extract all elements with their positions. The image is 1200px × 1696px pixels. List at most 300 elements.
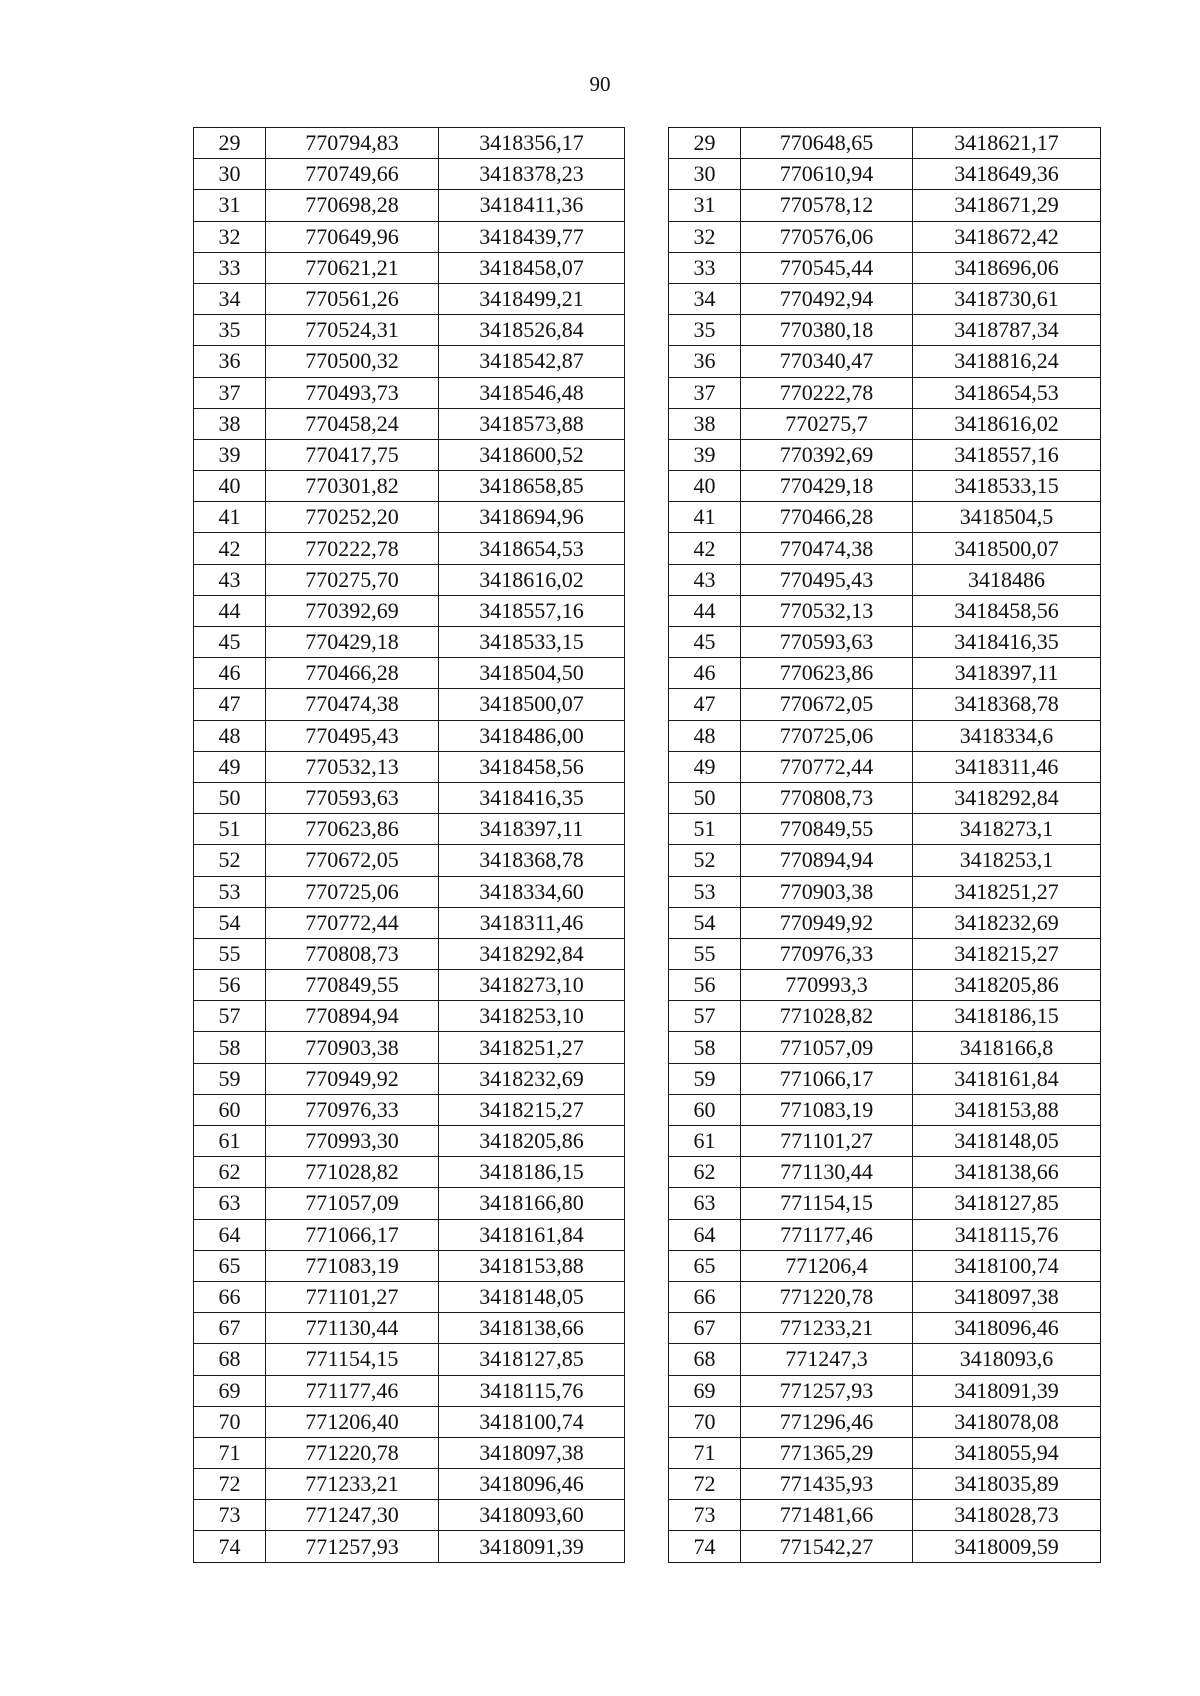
x-coordinate-cell: 770340,47 xyxy=(741,346,913,377)
point-number-cell: 72 xyxy=(194,1469,266,1500)
point-number-cell: 38 xyxy=(669,408,741,439)
x-coordinate-cell: 771154,15 xyxy=(741,1188,913,1219)
x-coordinate-cell: 770976,33 xyxy=(741,938,913,969)
table-row xyxy=(669,408,1101,439)
table-row xyxy=(669,1001,1101,1032)
table-row xyxy=(194,346,625,377)
x-coordinate-cell: 771296,46 xyxy=(741,1406,913,1437)
x-coordinate-cell: 770495,43 xyxy=(266,720,439,751)
point-number-cell: 61 xyxy=(194,1126,266,1157)
table-row xyxy=(194,1063,625,1094)
table-row xyxy=(194,1219,625,1250)
x-coordinate-cell: 770849,55 xyxy=(741,814,913,845)
point-number-cell: 31 xyxy=(194,190,266,221)
x-coordinate-cell: 770725,06 xyxy=(741,720,913,751)
x-coordinate-cell: 770576,06 xyxy=(741,221,913,252)
x-coordinate-cell: 770474,38 xyxy=(741,533,913,564)
point-number-cell: 58 xyxy=(669,1032,741,1063)
table-row xyxy=(669,502,1101,533)
point-number-cell: 32 xyxy=(194,221,266,252)
y-coordinate-cell: 3418186,15 xyxy=(913,1001,1101,1032)
x-coordinate-cell: 771435,93 xyxy=(741,1469,913,1500)
x-coordinate-cell: 771220,78 xyxy=(741,1281,913,1312)
point-number-cell: 64 xyxy=(194,1219,266,1250)
y-coordinate-cell: 3418153,88 xyxy=(439,1250,625,1281)
table-row xyxy=(194,845,625,876)
y-coordinate-cell: 3418416,35 xyxy=(439,782,625,813)
point-number-cell: 46 xyxy=(194,658,266,689)
y-coordinate-cell: 3418292,84 xyxy=(439,938,625,969)
point-number-cell: 29 xyxy=(669,128,741,159)
x-coordinate-cell: 771101,27 xyxy=(266,1281,439,1312)
point-number-cell: 43 xyxy=(194,564,266,595)
x-coordinate-cell: 770222,78 xyxy=(266,533,439,564)
point-number-cell: 69 xyxy=(669,1375,741,1406)
y-coordinate-cell: 3418093,6 xyxy=(913,1344,1101,1375)
table-row xyxy=(669,1126,1101,1157)
point-number-cell: 30 xyxy=(194,159,266,190)
point-number-cell: 55 xyxy=(669,938,741,969)
y-coordinate-cell: 3418486 xyxy=(913,564,1101,595)
y-coordinate-cell: 3418205,86 xyxy=(439,1126,625,1157)
x-coordinate-cell: 770849,55 xyxy=(266,970,439,1001)
point-number-cell: 44 xyxy=(669,595,741,626)
x-coordinate-cell: 771257,93 xyxy=(266,1531,439,1562)
x-coordinate-cell: 770698,28 xyxy=(266,190,439,221)
point-number-cell: 64 xyxy=(669,1219,741,1250)
point-number-cell: 55 xyxy=(194,938,266,969)
x-coordinate-cell: 771233,21 xyxy=(741,1313,913,1344)
table-row xyxy=(669,471,1101,502)
table-row xyxy=(669,1313,1101,1344)
table-row xyxy=(194,1531,625,1562)
y-coordinate-cell: 3418500,07 xyxy=(439,689,625,720)
point-number-cell: 58 xyxy=(194,1032,266,1063)
y-coordinate-cell: 3418368,78 xyxy=(913,689,1101,720)
table-row xyxy=(194,1032,625,1063)
table-row xyxy=(194,720,625,751)
y-coordinate-cell: 3418311,46 xyxy=(439,907,625,938)
x-coordinate-cell: 770993,3 xyxy=(741,970,913,1001)
y-coordinate-cell: 3418148,05 xyxy=(913,1126,1101,1157)
y-coordinate-cell: 3418035,89 xyxy=(913,1469,1101,1500)
table-row xyxy=(669,782,1101,813)
point-number-cell: 72 xyxy=(669,1469,741,1500)
point-number-cell: 62 xyxy=(194,1157,266,1188)
x-coordinate-cell: 771066,17 xyxy=(266,1219,439,1250)
x-coordinate-cell: 770417,75 xyxy=(266,439,439,470)
x-coordinate-cell: 771028,82 xyxy=(741,1001,913,1032)
point-number-cell: 44 xyxy=(194,595,266,626)
table-row xyxy=(669,564,1101,595)
x-coordinate-cell: 771481,66 xyxy=(741,1500,913,1531)
point-number-cell: 36 xyxy=(194,346,266,377)
point-number-cell: 73 xyxy=(669,1500,741,1531)
table-row xyxy=(669,377,1101,408)
table-row xyxy=(669,1437,1101,1468)
y-coordinate-cell: 3418504,50 xyxy=(439,658,625,689)
table-row xyxy=(194,128,625,159)
y-coordinate-cell: 3418251,27 xyxy=(439,1032,625,1063)
table-row xyxy=(669,1281,1101,1312)
y-coordinate-cell: 3418696,06 xyxy=(913,252,1101,283)
table-row xyxy=(194,751,625,782)
point-number-cell: 37 xyxy=(194,377,266,408)
point-number-cell: 70 xyxy=(194,1406,266,1437)
point-number-cell: 42 xyxy=(194,533,266,564)
point-number-cell: 54 xyxy=(194,907,266,938)
x-coordinate-cell: 771083,19 xyxy=(266,1250,439,1281)
x-coordinate-cell: 770500,32 xyxy=(266,346,439,377)
table-row xyxy=(669,1094,1101,1125)
y-coordinate-cell: 3418694,96 xyxy=(439,502,625,533)
table-row xyxy=(669,970,1101,1001)
table-row xyxy=(194,689,625,720)
point-number-cell: 69 xyxy=(194,1375,266,1406)
y-coordinate-cell: 3418161,84 xyxy=(439,1219,625,1250)
table-row xyxy=(194,1157,625,1188)
table-row xyxy=(669,128,1101,159)
x-coordinate-cell: 770222,78 xyxy=(741,377,913,408)
point-number-cell: 68 xyxy=(669,1344,741,1375)
point-number-cell: 45 xyxy=(669,627,741,658)
x-coordinate-cell: 770672,05 xyxy=(266,845,439,876)
table-row xyxy=(669,814,1101,845)
point-number-cell: 71 xyxy=(194,1437,266,1468)
point-number-cell: 49 xyxy=(194,751,266,782)
point-number-cell: 59 xyxy=(194,1063,266,1094)
table-row xyxy=(669,689,1101,720)
y-coordinate-cell: 3418273,10 xyxy=(439,970,625,1001)
x-coordinate-cell: 771177,46 xyxy=(266,1375,439,1406)
y-coordinate-cell: 3418161,84 xyxy=(913,1063,1101,1094)
y-coordinate-cell: 3418600,52 xyxy=(439,439,625,470)
table-row xyxy=(194,595,625,626)
table-row xyxy=(194,533,625,564)
y-coordinate-cell: 3418397,11 xyxy=(439,814,625,845)
table-row xyxy=(194,938,625,969)
y-coordinate-cell: 3418533,15 xyxy=(439,627,625,658)
point-number-cell: 61 xyxy=(669,1126,741,1157)
table-row xyxy=(194,1250,625,1281)
x-coordinate-cell: 770623,86 xyxy=(741,658,913,689)
y-coordinate-cell: 3418215,27 xyxy=(913,938,1101,969)
x-coordinate-cell: 770458,24 xyxy=(266,408,439,439)
point-number-cell: 51 xyxy=(194,814,266,845)
y-coordinate-cell: 3418730,61 xyxy=(913,283,1101,314)
point-number-cell: 39 xyxy=(194,439,266,470)
x-coordinate-cell: 771057,09 xyxy=(266,1188,439,1219)
table-row xyxy=(194,1375,625,1406)
x-coordinate-cell: 770903,38 xyxy=(266,1032,439,1063)
table-row xyxy=(669,720,1101,751)
x-coordinate-cell: 770610,94 xyxy=(741,159,913,190)
coordinates-table-right xyxy=(668,127,1101,1563)
x-coordinate-cell: 770903,38 xyxy=(741,876,913,907)
table-row xyxy=(669,1406,1101,1437)
x-coordinate-cell: 770466,28 xyxy=(266,658,439,689)
y-coordinate-cell: 3418616,02 xyxy=(913,408,1101,439)
point-number-cell: 63 xyxy=(194,1188,266,1219)
table-row xyxy=(194,1313,625,1344)
y-coordinate-cell: 3418009,59 xyxy=(913,1531,1101,1562)
x-coordinate-cell: 770808,73 xyxy=(741,782,913,813)
y-coordinate-cell: 3418533,15 xyxy=(913,471,1101,502)
x-coordinate-cell: 770725,06 xyxy=(266,876,439,907)
table-row xyxy=(194,814,625,845)
table-row xyxy=(194,502,625,533)
table-row xyxy=(194,1469,625,1500)
point-number-cell: 56 xyxy=(194,970,266,1001)
point-number-cell: 48 xyxy=(669,720,741,751)
table-row xyxy=(194,221,625,252)
y-coordinate-cell: 3418091,39 xyxy=(439,1531,625,1562)
table-row xyxy=(669,1188,1101,1219)
point-number-cell: 38 xyxy=(194,408,266,439)
point-number-cell: 34 xyxy=(194,283,266,314)
table-row xyxy=(194,1281,625,1312)
table-row xyxy=(669,1063,1101,1094)
point-number-cell: 74 xyxy=(669,1531,741,1562)
x-coordinate-cell: 770794,83 xyxy=(266,128,439,159)
table-row xyxy=(669,221,1101,252)
x-coordinate-cell: 770493,73 xyxy=(266,377,439,408)
x-coordinate-cell: 770894,94 xyxy=(266,1001,439,1032)
x-coordinate-cell: 770429,18 xyxy=(741,471,913,502)
y-coordinate-cell: 3418097,38 xyxy=(439,1437,625,1468)
x-coordinate-cell: 771365,29 xyxy=(741,1437,913,1468)
table-row xyxy=(669,1344,1101,1375)
x-coordinate-cell: 770492,94 xyxy=(741,283,913,314)
x-coordinate-cell: 770392,69 xyxy=(741,439,913,470)
point-number-cell: 40 xyxy=(669,471,741,502)
x-coordinate-cell: 770301,82 xyxy=(266,471,439,502)
table-row xyxy=(669,1157,1101,1188)
point-number-cell: 52 xyxy=(194,845,266,876)
point-number-cell: 41 xyxy=(669,502,741,533)
point-number-cell: 52 xyxy=(669,845,741,876)
point-number-cell: 46 xyxy=(669,658,741,689)
y-coordinate-cell: 3418311,46 xyxy=(913,751,1101,782)
table-row xyxy=(194,408,625,439)
x-coordinate-cell: 770621,21 xyxy=(266,252,439,283)
y-coordinate-cell: 3418334,6 xyxy=(913,720,1101,751)
x-coordinate-cell: 770524,31 xyxy=(266,315,439,346)
point-number-cell: 60 xyxy=(194,1094,266,1125)
table-row xyxy=(194,315,625,346)
y-coordinate-cell: 3418368,78 xyxy=(439,845,625,876)
table-row xyxy=(194,627,625,658)
y-coordinate-cell: 3418127,85 xyxy=(439,1344,625,1375)
y-coordinate-cell: 3418251,27 xyxy=(913,876,1101,907)
coordinates-table-left xyxy=(193,127,625,1563)
y-coordinate-cell: 3418356,17 xyxy=(439,128,625,159)
point-number-cell: 63 xyxy=(669,1188,741,1219)
table-row xyxy=(669,1375,1101,1406)
y-coordinate-cell: 3418096,46 xyxy=(439,1469,625,1500)
y-coordinate-cell: 3418334,60 xyxy=(439,876,625,907)
x-coordinate-cell: 770466,28 xyxy=(741,502,913,533)
point-number-cell: 53 xyxy=(669,876,741,907)
table-row xyxy=(669,658,1101,689)
y-coordinate-cell: 3418654,53 xyxy=(913,377,1101,408)
table-row xyxy=(194,190,625,221)
point-number-cell: 48 xyxy=(194,720,266,751)
table-row xyxy=(669,1032,1101,1063)
x-coordinate-cell: 770623,86 xyxy=(266,814,439,845)
x-coordinate-cell: 771101,27 xyxy=(741,1126,913,1157)
x-coordinate-cell: 770976,33 xyxy=(266,1094,439,1125)
y-coordinate-cell: 3418091,39 xyxy=(913,1375,1101,1406)
x-coordinate-cell: 770672,05 xyxy=(741,689,913,720)
x-coordinate-cell: 771154,15 xyxy=(266,1344,439,1375)
table-row xyxy=(669,1531,1101,1562)
x-coordinate-cell: 771177,46 xyxy=(741,1219,913,1250)
point-number-cell: 70 xyxy=(669,1406,741,1437)
y-coordinate-cell: 3418500,07 xyxy=(913,533,1101,564)
point-number-cell: 66 xyxy=(669,1281,741,1312)
y-coordinate-cell: 3418546,48 xyxy=(439,377,625,408)
x-coordinate-cell: 771542,27 xyxy=(741,1531,913,1562)
table-row xyxy=(194,564,625,595)
point-number-cell: 67 xyxy=(669,1313,741,1344)
x-coordinate-cell: 770993,30 xyxy=(266,1126,439,1157)
table-row xyxy=(194,907,625,938)
x-coordinate-cell: 771257,93 xyxy=(741,1375,913,1406)
point-number-cell: 71 xyxy=(669,1437,741,1468)
x-coordinate-cell: 770593,63 xyxy=(741,627,913,658)
y-coordinate-cell: 3418672,42 xyxy=(913,221,1101,252)
y-coordinate-cell: 3418616,02 xyxy=(439,564,625,595)
y-coordinate-cell: 3418028,73 xyxy=(913,1500,1101,1531)
y-coordinate-cell: 3418573,88 xyxy=(439,408,625,439)
table-row xyxy=(194,876,625,907)
x-coordinate-cell: 770772,44 xyxy=(741,751,913,782)
table-row xyxy=(669,1500,1101,1531)
point-number-cell: 56 xyxy=(669,970,741,1001)
y-coordinate-cell: 3418649,36 xyxy=(913,159,1101,190)
x-coordinate-cell: 771233,21 xyxy=(266,1469,439,1500)
table-row xyxy=(194,970,625,1001)
table-row xyxy=(194,1188,625,1219)
x-coordinate-cell: 770275,7 xyxy=(741,408,913,439)
point-number-cell: 29 xyxy=(194,128,266,159)
table-row xyxy=(669,159,1101,190)
x-coordinate-cell: 770648,65 xyxy=(741,128,913,159)
y-coordinate-cell: 3418658,85 xyxy=(439,471,625,502)
x-coordinate-cell: 770949,92 xyxy=(266,1063,439,1094)
point-number-cell: 74 xyxy=(194,1531,266,1562)
point-number-cell: 32 xyxy=(669,221,741,252)
table-row xyxy=(669,938,1101,969)
y-coordinate-cell: 3418138,66 xyxy=(913,1157,1101,1188)
page-number: 90 xyxy=(589,72,611,96)
table-row xyxy=(194,159,625,190)
y-coordinate-cell: 3418458,07 xyxy=(439,252,625,283)
x-coordinate-cell: 771130,44 xyxy=(741,1157,913,1188)
table-row xyxy=(669,1469,1101,1500)
point-number-cell: 65 xyxy=(669,1250,741,1281)
x-coordinate-cell: 770561,26 xyxy=(266,283,439,314)
x-coordinate-cell: 770808,73 xyxy=(266,938,439,969)
y-coordinate-cell: 3418232,69 xyxy=(439,1063,625,1094)
y-coordinate-cell: 3418526,84 xyxy=(439,315,625,346)
y-coordinate-cell: 3418153,88 xyxy=(913,1094,1101,1125)
y-coordinate-cell: 3418096,46 xyxy=(913,1313,1101,1344)
x-coordinate-cell: 771206,4 xyxy=(741,1250,913,1281)
table-row xyxy=(194,1500,625,1531)
y-coordinate-cell: 3418486,00 xyxy=(439,720,625,751)
x-coordinate-cell: 770772,44 xyxy=(266,907,439,938)
x-coordinate-cell: 771247,30 xyxy=(266,1500,439,1531)
y-coordinate-cell: 3418397,11 xyxy=(913,658,1101,689)
point-number-cell: 57 xyxy=(669,1001,741,1032)
y-coordinate-cell: 3418671,29 xyxy=(913,190,1101,221)
y-coordinate-cell: 3418232,69 xyxy=(913,907,1101,938)
table-row xyxy=(194,1437,625,1468)
table-row xyxy=(669,533,1101,564)
point-number-cell: 33 xyxy=(669,252,741,283)
x-coordinate-cell: 770252,20 xyxy=(266,502,439,533)
table-row xyxy=(194,1001,625,1032)
x-coordinate-cell: 771028,82 xyxy=(266,1157,439,1188)
point-number-cell: 54 xyxy=(669,907,741,938)
table-row xyxy=(669,439,1101,470)
x-coordinate-cell: 770532,13 xyxy=(741,595,913,626)
point-number-cell: 35 xyxy=(194,315,266,346)
x-coordinate-cell: 771130,44 xyxy=(266,1313,439,1344)
table-row xyxy=(669,283,1101,314)
y-coordinate-cell: 3418504,5 xyxy=(913,502,1101,533)
y-coordinate-cell: 3418055,94 xyxy=(913,1437,1101,1468)
y-coordinate-cell: 3418166,80 xyxy=(439,1188,625,1219)
point-number-cell: 57 xyxy=(194,1001,266,1032)
y-coordinate-cell: 3418292,84 xyxy=(913,782,1101,813)
x-coordinate-cell: 770578,12 xyxy=(741,190,913,221)
table-row xyxy=(194,471,625,502)
table-row xyxy=(669,346,1101,377)
y-coordinate-cell: 3418816,24 xyxy=(913,346,1101,377)
y-coordinate-cell: 3418127,85 xyxy=(913,1188,1101,1219)
y-coordinate-cell: 3418100,74 xyxy=(439,1406,625,1437)
y-coordinate-cell: 3418253,10 xyxy=(439,1001,625,1032)
y-coordinate-cell: 3418115,76 xyxy=(439,1375,625,1406)
point-number-cell: 36 xyxy=(669,346,741,377)
point-number-cell: 67 xyxy=(194,1313,266,1344)
y-coordinate-cell: 3418416,35 xyxy=(913,627,1101,658)
x-coordinate-cell: 770429,18 xyxy=(266,627,439,658)
point-number-cell: 43 xyxy=(669,564,741,595)
y-coordinate-cell: 3418557,16 xyxy=(913,439,1101,470)
x-coordinate-cell: 770275,70 xyxy=(266,564,439,595)
table-row xyxy=(669,252,1101,283)
y-coordinate-cell: 3418621,17 xyxy=(913,128,1101,159)
point-number-cell: 40 xyxy=(194,471,266,502)
x-coordinate-cell: 771083,19 xyxy=(741,1094,913,1125)
point-number-cell: 66 xyxy=(194,1281,266,1312)
point-number-cell: 50 xyxy=(669,782,741,813)
x-coordinate-cell: 770749,66 xyxy=(266,159,439,190)
x-coordinate-cell: 771206,40 xyxy=(266,1406,439,1437)
table-row xyxy=(194,283,625,314)
x-coordinate-cell: 771057,09 xyxy=(741,1032,913,1063)
point-number-cell: 62 xyxy=(669,1157,741,1188)
y-coordinate-cell: 3418787,34 xyxy=(913,315,1101,346)
table-row xyxy=(669,627,1101,658)
point-number-cell: 42 xyxy=(669,533,741,564)
y-coordinate-cell: 3418253,1 xyxy=(913,845,1101,876)
table-row xyxy=(669,595,1101,626)
